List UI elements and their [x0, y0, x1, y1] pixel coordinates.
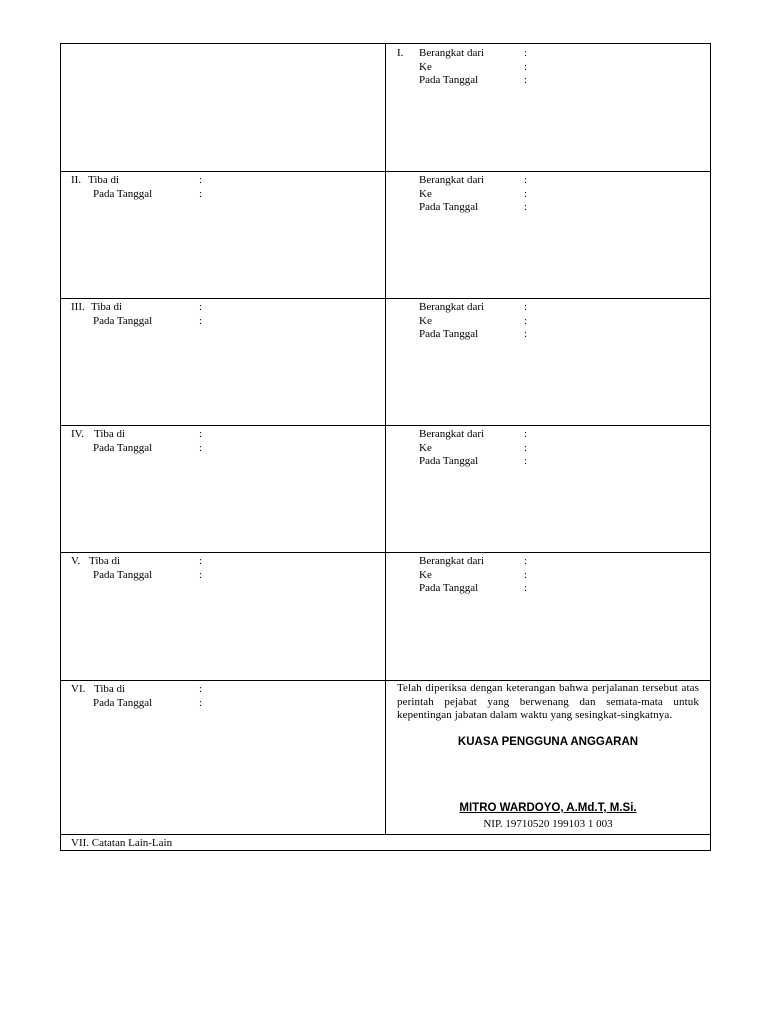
travel-form-table — [60, 43, 711, 851]
approval-statement: Telah diperiksa dengan keterangan bahwa perjalanan tersebut atas perintah pejabat yang berwenang dan semata-mata untuk kepentingan jabatan dalam waktu yang sesingkat-singkatnya. — [397, 682, 699, 722]
field-label: Tiba di — [88, 174, 120, 186]
field-label: Berangkat dari — [419, 555, 485, 567]
section-5-left — [71, 555, 371, 582]
field-colon: : — [199, 683, 203, 695]
approval-title: KUASA PENGGUNA ANGGARAN — [457, 736, 639, 748]
field-label: Berangkat dari — [419, 428, 485, 440]
official-name: MITRO WARDOYO, A.Md.T, M.Si. — [459, 802, 637, 814]
field-colon: : — [524, 441, 528, 454]
field-colon: : — [199, 174, 203, 186]
section-3-right — [397, 301, 697, 342]
section-number: IV. — [71, 428, 84, 440]
field-label: Tiba di — [94, 428, 126, 440]
field-label: Ke — [419, 568, 432, 581]
field-colon: : — [524, 60, 528, 73]
field-colon: : — [524, 455, 528, 468]
section-2-left — [71, 174, 371, 201]
field-label: Tiba di — [89, 555, 121, 567]
field-colon: : — [524, 301, 528, 313]
field-label: Pada Tanggal — [93, 568, 153, 581]
field-colon: : — [199, 301, 203, 313]
field-colon: : — [199, 696, 203, 709]
field-colon: : — [524, 74, 528, 87]
section-number: II. — [71, 174, 82, 186]
field-label: Pada Tanggal — [419, 582, 479, 595]
field-label: Berangkat dari — [419, 174, 485, 186]
section-number: I. — [397, 47, 404, 59]
field-label: Ke — [419, 314, 432, 327]
field-label: Tiba di — [91, 301, 123, 313]
field-label: Tiba di — [94, 683, 126, 695]
field-colon: : — [199, 441, 203, 454]
section-4-left — [71, 428, 371, 455]
field-colon: : — [524, 582, 528, 595]
field-label: Pada Tanggal — [419, 74, 479, 87]
section-number: III. — [71, 301, 85, 313]
field-label: Ke — [419, 60, 432, 73]
field-colon: : — [524, 174, 528, 186]
field-colon: : — [524, 555, 528, 567]
field-colon: : — [199, 187, 203, 200]
section-6-left — [71, 683, 371, 710]
field-colon: : — [524, 314, 528, 327]
field-colon: : — [199, 568, 203, 581]
field-colon: : — [524, 568, 528, 581]
section-1-right — [397, 47, 697, 88]
section-4-right — [397, 428, 697, 469]
field-label: Pada Tanggal — [419, 328, 479, 341]
field-label: Berangkat dari — [419, 47, 485, 59]
field-colon: : — [199, 428, 203, 440]
notes-label: VII. Catatan Lain-Lain — [71, 837, 173, 849]
field-colon: : — [524, 187, 528, 200]
field-label: Pada Tanggal — [93, 187, 153, 200]
field-colon: : — [199, 314, 203, 327]
field-label: Ke — [419, 187, 432, 200]
field-label: Pada Tanggal — [419, 455, 479, 468]
section-number: VI. — [71, 683, 86, 695]
field-label: Ke — [419, 441, 432, 454]
field-label: Pada Tanggal — [93, 314, 153, 327]
field-colon: : — [524, 201, 528, 214]
section-5-right — [397, 555, 697, 596]
section-2-right — [397, 174, 697, 215]
column-divider — [385, 44, 386, 834]
field-colon: : — [199, 555, 203, 567]
section-number: V. — [71, 555, 81, 567]
field-colon: : — [524, 428, 528, 440]
field-label: Berangkat dari — [419, 301, 485, 313]
field-label: Pada Tanggal — [93, 441, 153, 454]
official-nip: NIP. 19710520 199103 1 003 — [483, 818, 613, 830]
row-divider — [61, 834, 710, 835]
field-colon: : — [524, 328, 528, 341]
field-label: Pada Tanggal — [93, 696, 153, 709]
field-label: Pada Tanggal — [419, 201, 479, 214]
field-colon: : — [524, 47, 528, 59]
section-3-left — [71, 301, 371, 328]
